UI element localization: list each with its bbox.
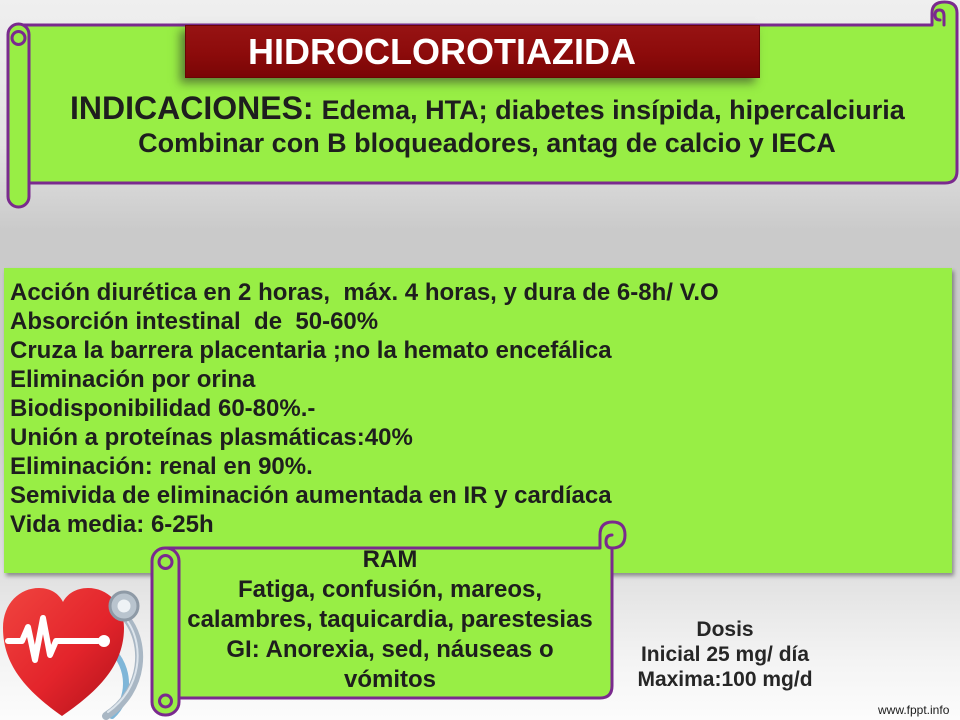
stethoscope-chestpiece-center xyxy=(118,600,131,613)
diuretic-onset-line: Acción diurética en 2 horas, máx. 4 horas, y dura de 6-8h/ V.O xyxy=(10,279,719,306)
ram-heading: RAM xyxy=(362,546,418,573)
bioavailability-line: Biodisponibilidad 60-80%.- xyxy=(10,395,316,422)
ram-line: Fatiga, confusión, mareos, xyxy=(237,576,543,603)
half-life-line: Vida media: 6-25h xyxy=(10,511,214,538)
ecg-end-dot-icon xyxy=(98,635,110,647)
watermark-url: www.fppt.info xyxy=(878,703,950,717)
placental-barrier-line: Cruza la barrera placentaria ;no la hemato encefálica xyxy=(10,337,612,364)
urinary-elimination-line: Eliminación por orina xyxy=(10,366,256,393)
intestinal-absorption-line: Absorción intestinal de 50-60% xyxy=(10,308,379,335)
indications-text: Edema, HTA; diabetes insípida, hipercalciuria xyxy=(321,95,905,125)
title-text: HIDROCLOROTIAZIDA xyxy=(248,31,636,72)
heart-shape-icon xyxy=(3,588,124,716)
ram-line: calambres, taquicardia, parestesias xyxy=(187,606,593,633)
protein-binding-line: Unión a proteínas plasmáticas:40% xyxy=(10,424,413,451)
dosing-heading: Dosis xyxy=(696,618,754,641)
indications-label: INDICACIONES: xyxy=(70,90,314,126)
initial-dose: Inicial 25 mg/ día xyxy=(640,643,810,666)
combination-line: Combinar con B bloqueadores, antag de calcio y IECA xyxy=(138,128,836,158)
renal-elimination-line: Eliminación: renal en 90%. xyxy=(10,453,313,480)
ram-line: vómitos xyxy=(343,666,436,693)
half-life-increase-line: Semivida de eliminación aumentada en IR y cardíaca xyxy=(10,482,612,509)
max-dose: Maxima:100 mg/d xyxy=(637,668,813,691)
ram-line: GI: Anorexia, sed, náuseas o xyxy=(226,636,554,663)
